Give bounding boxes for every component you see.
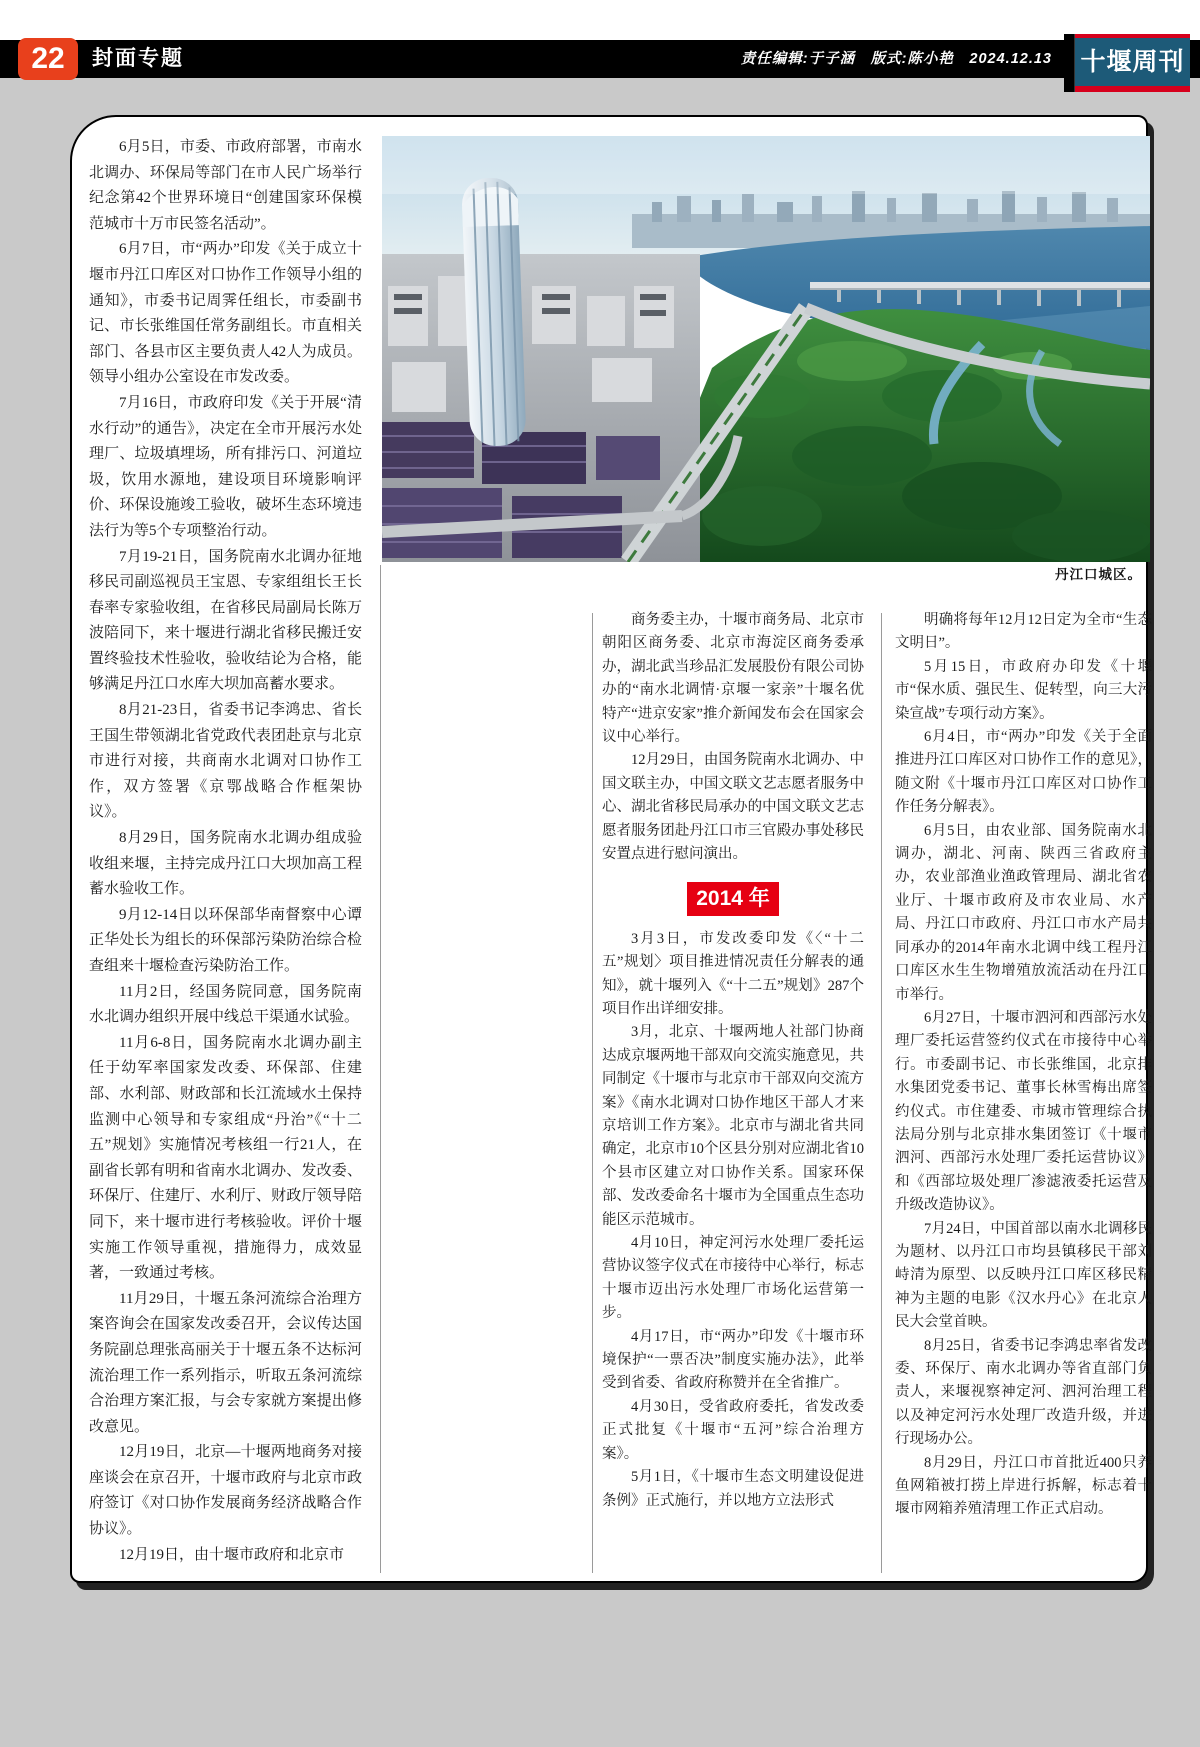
page-number-badge — [18, 38, 78, 80]
photo-tower — [461, 177, 526, 447]
article-paragraph: 3月，北京、十堰两地人社部门协商达成京堰两地干部双向交流实施意见，共同制定《十堰市与北京市干部双向交流方案》《南水北调对口协作地区干部人才来京培训工作方案》。北京市与湖北省共同确定，北京市10个区县分别对应湖北省10个县市区建立对口协作关系。国家环保部、发改委命名十堰市为全国重点生态功能区示范城市。 — [602, 1024, 864, 1228]
content-sheet — [70, 115, 1152, 1583]
article-paragraph: 11月2日，经国务院同意，国务院南水北调办组织开展中线总干渠通水试验。 — [89, 983, 362, 1026]
article-column-right — [895, 609, 1152, 1577]
article-paragraph: 4月30日，受省政府委托，省发改委正式批复《十堰市“五河”综合治理方案》。 — [602, 1398, 864, 1462]
article-paragraph: 11月6-8日，国务院南水北调办副主任于幼军率国家发改委、环保部、住建部、水利部、财政部和长江流域水土保持监测中心领导和专家组成“丹治”《“十二五”规划》实施情况考核组一行21人，在副省长郭有明和省南水北调办、发改委、环保厅、住建厅、水利厅、财政厅领导陪同下，来十堰市进行考核验收。评价十堰实施工作领导重视，措施得力，成效显著，一致通过考核。 — [89, 1034, 362, 1282]
article-paragraph: 7月16日，市政府印发《关于开展“清水行动”的通告》，决定在全市开展污水处理厂、垃圾填埋场，所有排污口、河道垃圾，饮用水源地，建设项目环境影响评价、环保设施竣工验收，破坏生态环境违法行为等5个专项整治行动。 — [89, 394, 362, 539]
column-divider — [380, 565, 381, 1573]
article-paragraph: 明确将每年12月12日定为全市“生态文明日”。 — [895, 612, 1152, 652]
section-title: 封面专题 — [92, 47, 184, 70]
article-paragraph: 8月29日，国务院南水北调办组成验收组来堰，主持完成丹江口大坝加高工程蓄水验收工作。 — [89, 830, 362, 898]
photo-caption: 丹江口城区。 — [1055, 567, 1142, 582]
article-column-left — [89, 135, 362, 1577]
masthead — [1064, 34, 1190, 92]
page-header-bar — [0, 40, 1200, 78]
column-divider — [881, 613, 882, 1573]
page-number: 22 — [31, 42, 65, 75]
article-paragraph: 3月3日，市发改委印发《〈“十二五”规划〉项目推进情况责任分解表的通知》，就十堰列入《“十二五”规划》287个项目作出详细安排。 — [602, 930, 864, 1017]
article-paragraph: 5月15日，市政府办印发《十堰市“保水质、强民生、促转型，向三大污染宣战”专项行动方案》。 — [895, 658, 1152, 722]
article-paragraph: 9月12-14日以环保部华南督察中心谭正华处长为组长的环保部污染防治综合检查组来十堰检查污染防治工作。 — [89, 906, 362, 974]
article-paragraph: 7月24日，中国首部以南水北调移民为题材、以丹江口市均县镇移民干部刘峙清为原型、以反映丹江口库区移民精神为主题的电影《汉水丹心》在北京人民大会堂首映。 — [895, 1220, 1152, 1331]
article-paragraph: 商务委主办，十堰市商务局、北京市朝阳区商务委、北京市海淀区商务委承办，湖北武当珍品汇发展股份有限公司协办的“南水北调情·京堰一家亲”十堰名优特产“进京安家”推介新闻发布会在国家会议中心举行。 — [602, 612, 864, 746]
article-column-middle — [602, 609, 864, 1577]
article-paragraph: 8月25日，省委书记李鸿忠率省发改委、环保厅、南水北调办等省直部门负责人，来堰视察神定河、泗河治理工程以及神定河污水处理厂改造升级，并进行现场办公。 — [895, 1337, 1152, 1448]
article-paragraph: 5月1日，《十堰市生态文明建设促进条例》正式施行，并以地方立法形式 — [602, 1469, 864, 1509]
article-paragraph: 7月19-21日，国务院南水北调办征地移民司副巡视员王宝恩、专家组组长王长春率专家验收组，在省移民局副局长陈万波陪同下，来十堰进行湖北省移民搬迁安置终验技术性验收，验收结论为合格，能够满足丹江口水库大坝加高蓄水要求。 — [89, 548, 362, 693]
article-paragraph: 6月27日，十堰市泗河和西部污水处理厂委托运营签约仪式在市接待中心举行。市委副书记、市长张维国，北京排水集团党委书记、董事长林雪梅出席签约仪式。市住建委、市城市管理综合执法局分别与北京排水集团签订《十堰市泗河、西部污水处理厂委托运营协议》和《西部垃圾处理厂渗滤液委托运营及升级改造协议》。 — [895, 1009, 1152, 1214]
article-paragraph: 8月29日，丹江口市首批近400只养鱼网箱被打捞上岸进行拆解，标志着十堰市网箱养殖清理工作正式启动。 — [895, 1454, 1152, 1518]
article-paragraph: 4月10日，神定河污水处理厂委托运营协议签字仪式在市接待中心举行，标志十堰市迈出污水处理厂市场化运营第一步。 — [602, 1235, 864, 1322]
city-aerial-photo — [382, 136, 1150, 562]
article-paragraph: 11月29日，十堰五条河流综合治理方案咨询会在国家发改委召开，会议传达国务院副总理张高丽关于十堰五条不达标河流治理工作一系列指示，听取五条河流综合治理方案汇报，与会专家就方案提出修改意见。 — [89, 1290, 362, 1435]
page-top-margin — [0, 0, 1200, 40]
column-divider — [592, 613, 593, 1573]
article-paragraph: 4月17日，市“两办”印发《十堰市环境保护“一票否决”制度实施办法》，此举受到省委、省政府称赞并在全省推广。 — [602, 1328, 864, 1392]
article-paragraph: 6月5日，市委、市政府部署，市南水北调办、环保局等部门在市人民广场举行纪念第42个世界环境日“创建国家环保模范城市十万市民签名活动”。 — [89, 139, 362, 232]
middle-bottom-paragraphs — [602, 928, 864, 1513]
article-paragraph: 12月19日，由十堰市政府和北京市 — [119, 1546, 345, 1563]
year-badge-2014: 2014 年 — [687, 882, 779, 915]
masthead-title: 十堰周刊 — [1075, 34, 1190, 92]
article-paragraph: 12月29日，由国务院南水北调办、中国文联主办，中国文联文艺志愿者服务中心、湖北省移民局承办的中国文联文艺志愿者服务团赴丹江口市三官殿办事处移民安置点进行慰问演出。 — [602, 752, 864, 863]
article-paragraph: 6月4日，市“两办”印发《关于全面推进丹江口库区对口协作工作的意见》，随文附《十堰市丹江口库区对口协作工作任务分解表》。 — [895, 729, 1152, 816]
masthead-side-strip — [1064, 34, 1075, 92]
article-paragraph: 6月5日，由农业部、国务院南水北调办，湖北、河南、陕西三省政府主办，农业部渔业渔政管理局、湖北省农业厅、十堰市政府及市农业局、水产局、丹江口市政府、丹江口市水产局共同承办的2014年南水北调中线工程丹江口库区水生生物增殖放流活动在丹江口市举行。 — [895, 822, 1152, 1003]
editor-credits: 责任编辑:于子涵 版式:陈小艳 2024.12.13 — [740, 51, 1052, 67]
middle-top-paragraphs — [602, 609, 864, 866]
article-paragraph: 12月19日，北京—十堰两地商务对接座谈会在京召开，十堰市政府与北京市政府签订《对口协作发展商务经济战略合作协议》。 — [89, 1444, 362, 1538]
article-paragraph: 6月7日，市“两办”印发《关于成立十堰市丹江口库区对口协作工作领导小组的通知》，市委书记周霁任组长，市委副书记、市长张维国任常务副组长。市直相关部门、各县市区主要负责人42人为成员。领导小组办公室设在市发改委。 — [89, 241, 362, 386]
article-paragraph: 8月21-23日，省委书记李鸿忠、省长王国生带领湖北省党政代表团赴京与北京市进行对接，共商南水北调对口协作工作，双方签署《京鄂战略合作框架协议》。 — [89, 702, 362, 821]
